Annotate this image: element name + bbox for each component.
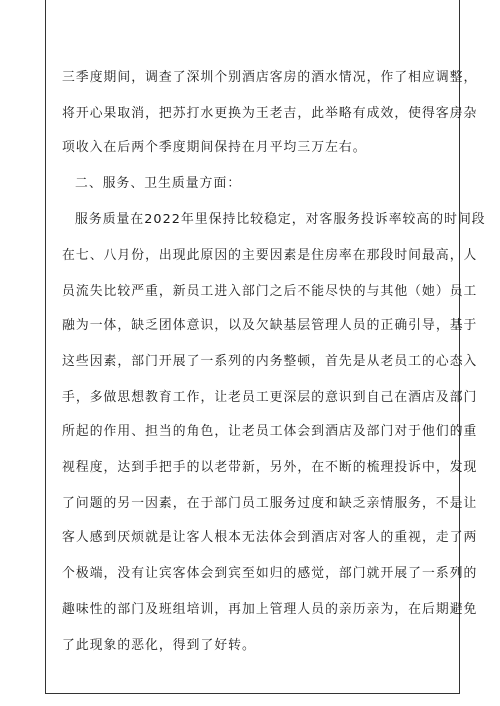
paragraph-line: 服务质量在2022年里保持比较稳定，对客服务投诉率较高的时间段 (75, 212, 486, 227)
paragraph-line: 这些因素，部门开展了一系列的内务整顿，首先是从老员工的心态入 (62, 354, 478, 369)
paragraph-line: 将开心果取消，把苏打水更换为王老吉，此举略有成效，使得客房杂 (62, 106, 478, 121)
paragraph-line: 员流失比较严重，新员工进入部门之后不能尽快的与其他（她）员工 (62, 284, 478, 299)
paragraph-line: 个极端，没有让宾客体会到宾至如归的感觉，部门就开展了一系列的 (62, 566, 478, 581)
paragraph-line: 手，多做思想教育工作，让老员工更深层的意识到自己在酒店及部门 (62, 390, 478, 405)
paragraph-line: 三季度期间，调查了深圳个别酒店客房的酒水情况，作了相应调整， (62, 70, 478, 85)
paragraph-line: 视程度，达到手把手的以老带新，另外，在不断的梳理投诉中，发现 (62, 460, 478, 475)
paragraph-line: 融为一体，缺乏团体意识，以及欠缺基层管理人员的正确引导，基于 (62, 318, 478, 333)
paragraph-line: 所起的作用、担当的角色，让老员工体会到酒店及部门对于他们的重 (62, 424, 478, 439)
paragraph-line: 项收入在后两个季度期间保持在月平均三万左右。 (62, 140, 367, 155)
paragraph-line: 了此现象的恶化，得到了好转。 (62, 638, 256, 653)
paragraph-line: 趣味性的部门及班组培训，再加上管理人员的亲历亲为，在后期避免 (62, 602, 478, 617)
section-heading: 二、服务、卫生质量方面： (75, 176, 242, 191)
paragraph-line: 在七、八月份，出现此原因的主要因素是住房率在那段时间最高，人 (62, 248, 478, 263)
paragraph-line: 客人感到厌烦就是让客人根本无法体会到酒店对客人的重视，走了两 (62, 530, 478, 545)
paragraph-line: 了问题的另一因素，在于部门员工服务过度和缺乏亲情服务，不是让 (62, 496, 478, 511)
page-border (45, 0, 460, 694)
